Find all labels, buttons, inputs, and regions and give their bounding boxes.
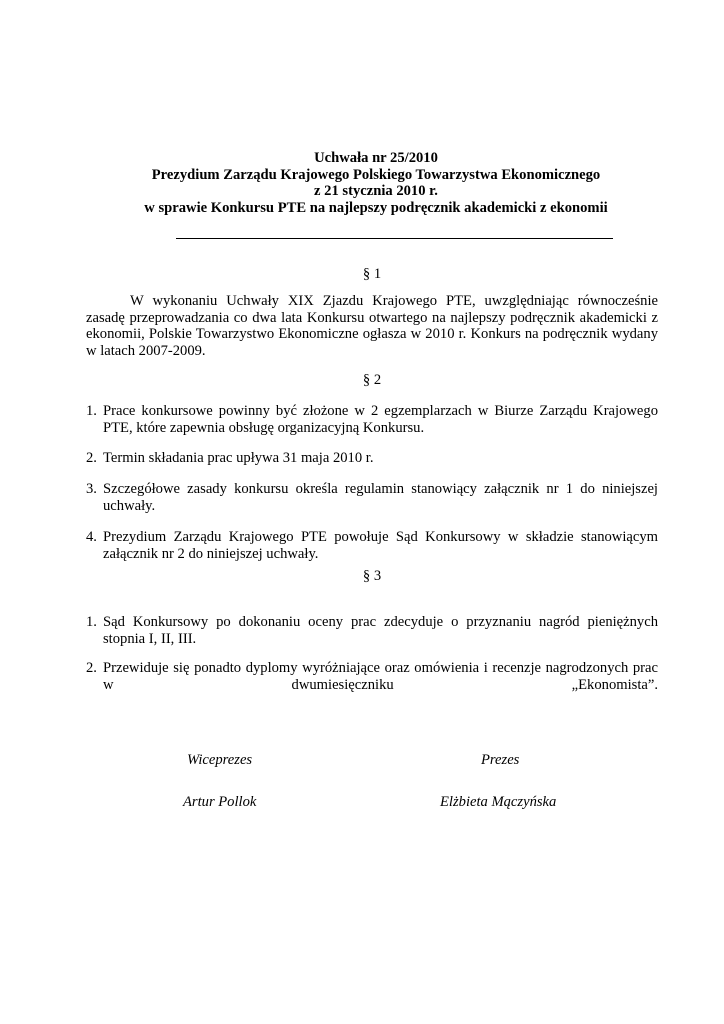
- list-item: [86, 450, 658, 467]
- header-divider: [176, 238, 613, 239]
- list-item: [86, 403, 658, 436]
- section-1-heading: § 1: [362, 266, 382, 282]
- resolution-date: z 21 stycznia 2010 r.: [314, 183, 438, 199]
- list-item-text: Prace konkursowe powinny być złożone w 2 egzemplarzach w Biurze Zarządu Krajowego PTE, które zapewnia obsługę organizacyjną Konkursu.: [103, 403, 658, 436]
- list-item: [86, 481, 658, 514]
- resolution-subject: w sprawie Konkursu PTE na najlepszy podręcznik akademicki z ekonomii: [144, 199, 608, 216]
- resolution-header: [86, 150, 666, 216]
- list-item-number: 3.: [86, 481, 97, 497]
- list-item-text: Sąd Konkursowy po dokonaniu oceny prac zdecyduje o przyznaniu nagród pieniężnych stopnia I, II, III.: [103, 614, 658, 647]
- list-item-number: 1.: [86, 403, 97, 419]
- signatory-left-title: Wiceprezes: [187, 752, 253, 768]
- list-item-text: Prezydium Zarządu Krajowego PTE powołuje Sąd Konkursowy w składzie stanowiącym załącznik nr 2 do niniejszej uchwały.: [103, 529, 658, 562]
- list-item-number: 4.: [86, 529, 97, 545]
- list-item-text: Szczegółowe zasady konkursu określa regulamin stanowiący załącznik nr 1 do niniejszej uchwały.: [103, 481, 658, 514]
- list-item-number: 1.: [86, 614, 97, 630]
- section-3-heading: § 3: [362, 568, 382, 584]
- resolution-number: Uchwała nr 25/2010: [314, 150, 438, 166]
- section-1-paragraph: W wykonaniu Uchwały XIX Zjazdu Krajowego PTE, uwzględniając równocześnie zasadę przeprowadzania co dwa lata Konkursu otwartego na najlepszy podręcznik akademicki z ekonomii, Polskie Towarzystwo Ekonomiczne ogłasza w 2010 r. Konkurs na podręcznik wydany w latach 2007-2009.: [86, 293, 658, 359]
- signatory-right-name: Elżbieta Mączyńska: [440, 794, 557, 810]
- list-item-text: Termin składania prac upływa 31 maja 2010 r.: [103, 450, 374, 466]
- list-item: [86, 660, 658, 693]
- list-item-text: Przewiduje się ponadto dyplomy wyróżniające oraz omówienia i recenzje nagrodzonych prac w dwumiesięczniku „Ekonomista”.: [103, 660, 658, 693]
- list-item-number: 2.: [86, 450, 97, 466]
- list-item: [86, 529, 658, 562]
- list-item-number: 2.: [86, 660, 97, 676]
- issuing-body: Prezydium Zarządu Krajowego Polskiego Towarzystwa Ekonomicznego: [151, 166, 601, 183]
- list-item: [86, 614, 658, 647]
- section-2-heading: § 2: [362, 372, 382, 388]
- signatory-left-name: Artur Pollok: [183, 794, 257, 810]
- signatory-right-title: Prezes: [481, 752, 520, 768]
